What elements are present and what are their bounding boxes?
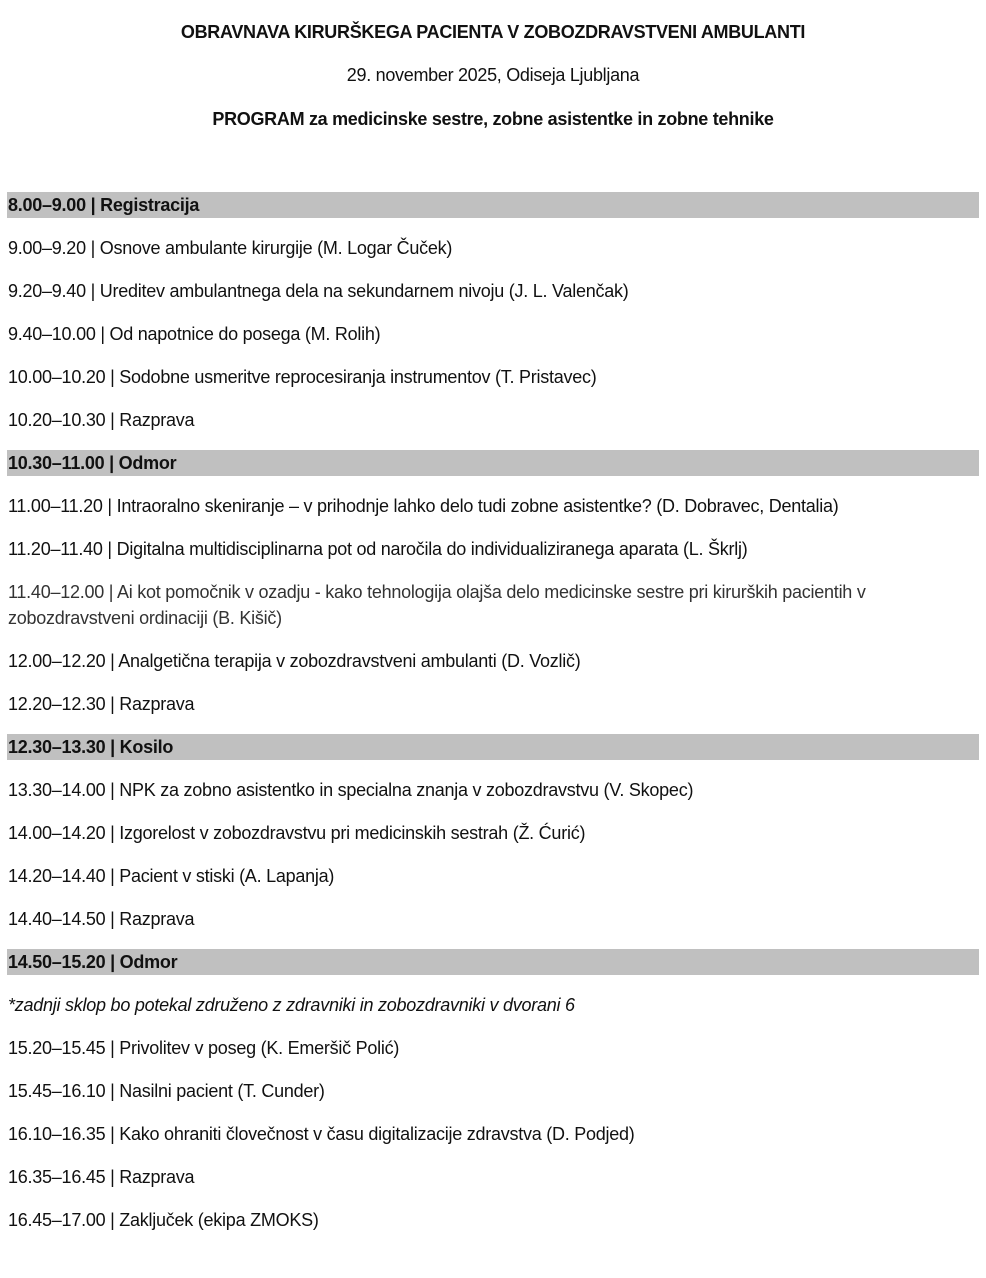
schedule-row-15: 14.20–14.40 | Pacient v stiski (A. Lapanja) — [8, 866, 335, 886]
schedule-break-row: 10.30–11.00 | Odmor — [7, 450, 979, 476]
date-location: 29. november 2025, Odiseja Ljubljana — [346, 65, 640, 85]
schedule-row-5: 10.20–10.30 | Razprava — [8, 410, 195, 430]
schedule-row-20: 15.45–16.10 | Nasilni pacient (T. Cunder) — [8, 1081, 325, 1101]
schedule-row-8: 11.20–11.40 | Digitalna multidisciplinarna pot od naročila do individualiziranega aparata (L. Škrlj) — [8, 539, 748, 559]
schedule-break-row: 14.50–15.20 | Odmor — [7, 949, 979, 975]
schedule-row-9: 11.40–12.00 | Ai kot pomočnik v ozadju - kako tehnologija olajša delo medicinske sestre pri kirurških pacientih v zobozdravstveni ordinaciji (B. Kišič) — [8, 582, 866, 628]
schedule-row-2: 9.20–9.40 | Ureditev ambulantnega dela na sekundarnem nivoju (J. L. Valenčak) — [8, 281, 629, 301]
program-title: PROGRAM za medicinske sestre, zobne asistentke in zobne tehnike — [212, 109, 774, 129]
schedule-note: *zadnji sklop bo potekal združeno z zdravniki in zobozdravniki v dvorani 6 — [8, 995, 575, 1015]
document-title: OBRAVNAVA KIRURŠKEGA PACIENTA V ZOBOZDRAVSTVENI AMBULANTI — [180, 22, 806, 42]
schedule-break-row: 8.00–9.00 | Registracija — [7, 192, 979, 218]
schedule-row-4: 10.00–10.20 | Sodobne usmeritve reprocesiranja instrumentov (T. Pristavec) — [8, 367, 597, 387]
schedule-row-22: 16.35–16.45 | Razprava — [8, 1167, 195, 1187]
schedule-row-11: 12.20–12.30 | Razprava — [8, 694, 195, 714]
schedule-row-7: 11.00–11.20 | Intraoralno skeniranje – v prihodnje lahko delo tudi zobne asistentke? (D. Dobravec, Dentalia) — [8, 496, 839, 516]
schedule-row-14: 14.00–14.20 | Izgorelost v zobozdravstvu pri medicinskih sestrah (Ž. Ćurić) — [8, 823, 586, 843]
schedule-row-16: 14.40–14.50 | Razprava — [8, 909, 195, 929]
program-schedule — [7, 192, 979, 1250]
schedule-row-21: 16.10–16.35 | Kako ohraniti človečnost v času digitalizacije zdravstva (D. Podjed) — [8, 1124, 635, 1144]
schedule-row-10: 12.00–12.20 | Analgetična terapija v zobozdravstveni ambulanti (D. Vozlič) — [8, 651, 581, 671]
schedule-row-23: 16.45–17.00 | Zaključek (ekipa ZMOKS) — [8, 1210, 319, 1230]
schedule-row-1: 9.00–9.20 | Osnove ambulante kirurgije (M. Logar Čuček) — [8, 238, 453, 258]
schedule-row-3: 9.40–10.00 | Od napotnice do posega (M. Rolih) — [8, 324, 381, 344]
schedule-row-13: 13.30–14.00 | NPK za zobno asistentko in specialna znanja v zobozdravstvu (V. Skopec) — [8, 780, 694, 800]
schedule-break-row: 12.30–13.30 | Kosilo — [7, 734, 979, 760]
schedule-row-19: 15.20–15.45 | Privolitev v poseg (K. Emeršič Polić) — [8, 1038, 400, 1058]
